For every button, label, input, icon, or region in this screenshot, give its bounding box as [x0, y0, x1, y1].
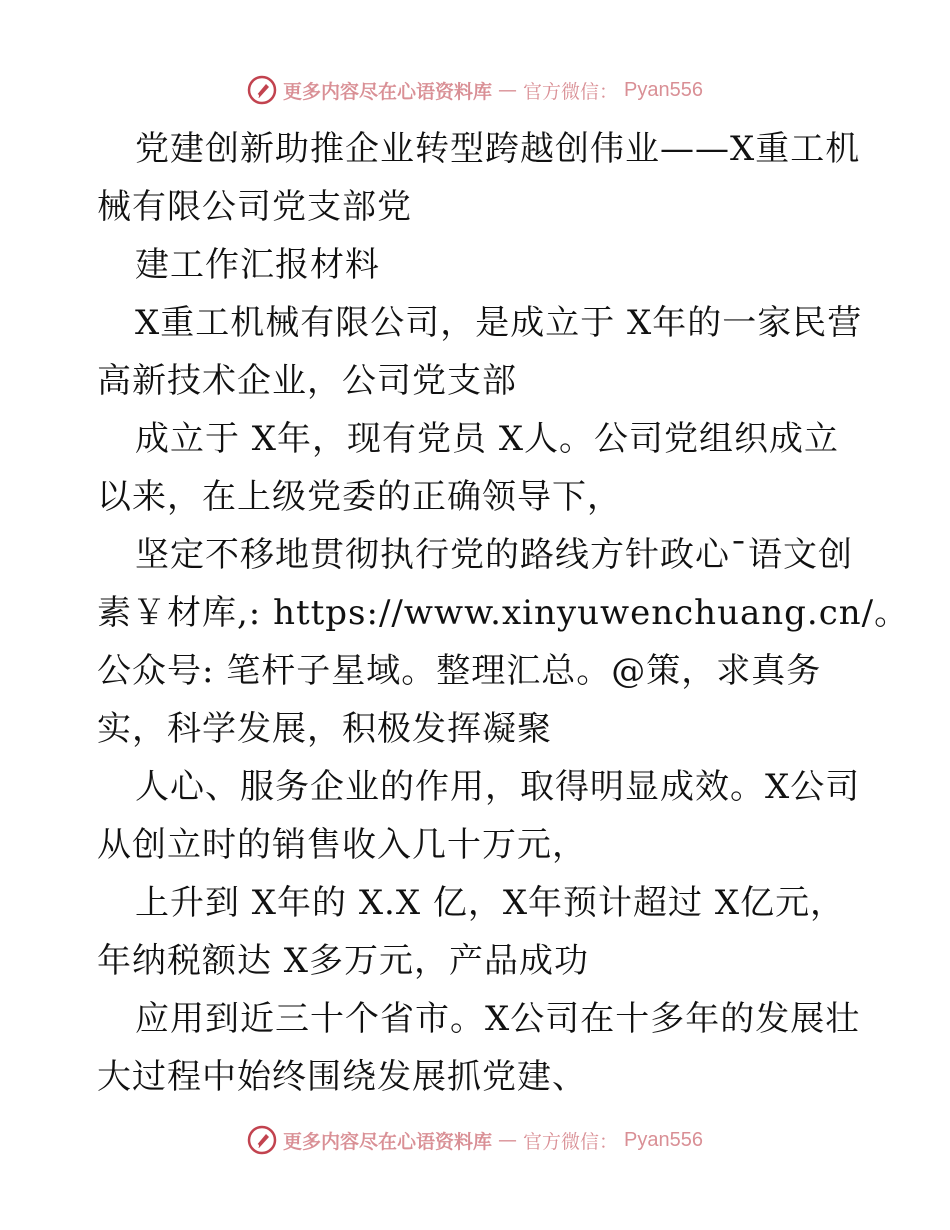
text-line: 素￥材库,: https://www.xinyuwenchuang.cn/。 — [97, 593, 910, 633]
footer-watermark — [0, 1120, 950, 1160]
text-line: 大过程中始终围绕发展抓党建、 — [97, 1057, 587, 1097]
text-line: 以来，在上级党委的正确领导下， — [97, 477, 622, 517]
watermark-brand: 更多内容尽在心语资料库 — [283, 80, 493, 103]
watermark-wechat-id: Pyan556 — [624, 78, 703, 101]
text-line: 公众号: 笔杆子星域。整理汇总。@策，求真务 — [97, 651, 822, 691]
pen-nib-icon — [247, 75, 277, 105]
text-line: 人心、服务企业的作用，取得明显成效。X公司 — [135, 767, 861, 807]
text-line: X重工机械有限公司，是成立于 X年的一家民营 — [135, 303, 863, 343]
watermark-label: 官方微信： — [523, 80, 619, 103]
text-line: 上升到 X年的 X.X 亿，X年预计超过 X亿元， — [135, 883, 846, 923]
text-line: 建工作汇报材料 — [135, 245, 380, 285]
text-line: 实，科学发展，积极发挥凝聚 — [97, 709, 552, 749]
watermark-dash: — — [498, 1129, 518, 1151]
header-watermark — [0, 70, 950, 110]
watermark-dash: — — [498, 79, 518, 101]
watermark-wechat-id: Pyan556 — [624, 1128, 703, 1151]
pen-nib-icon — [247, 1125, 277, 1155]
text-line: 应用到近三十个省市。X公司在十多年的发展壮 — [135, 999, 861, 1039]
text-line: 从创立时的销售收入几十万元， — [97, 825, 587, 865]
text-line: 坚定不移地贯彻执行党的路线方针政心¯语文创 — [135, 535, 853, 575]
text-line: 党建创新助推企业转型跨越创伟业——X重工机 — [135, 129, 861, 169]
watermark-label: 官方微信： — [523, 1130, 619, 1153]
watermark-brand: 更多内容尽在心语资料库 — [283, 1130, 493, 1153]
text-line: 年纳税额达 X多万元，产品成功 — [97, 941, 590, 981]
text-line: 高新技术企业，公司党支部 — [97, 361, 517, 401]
text-line: 械有限公司党支部党 — [97, 187, 412, 227]
text-line: 成立于 X年，现有党员 X人。公司党组织成立 — [135, 419, 840, 459]
document-body — [97, 120, 910, 1106]
